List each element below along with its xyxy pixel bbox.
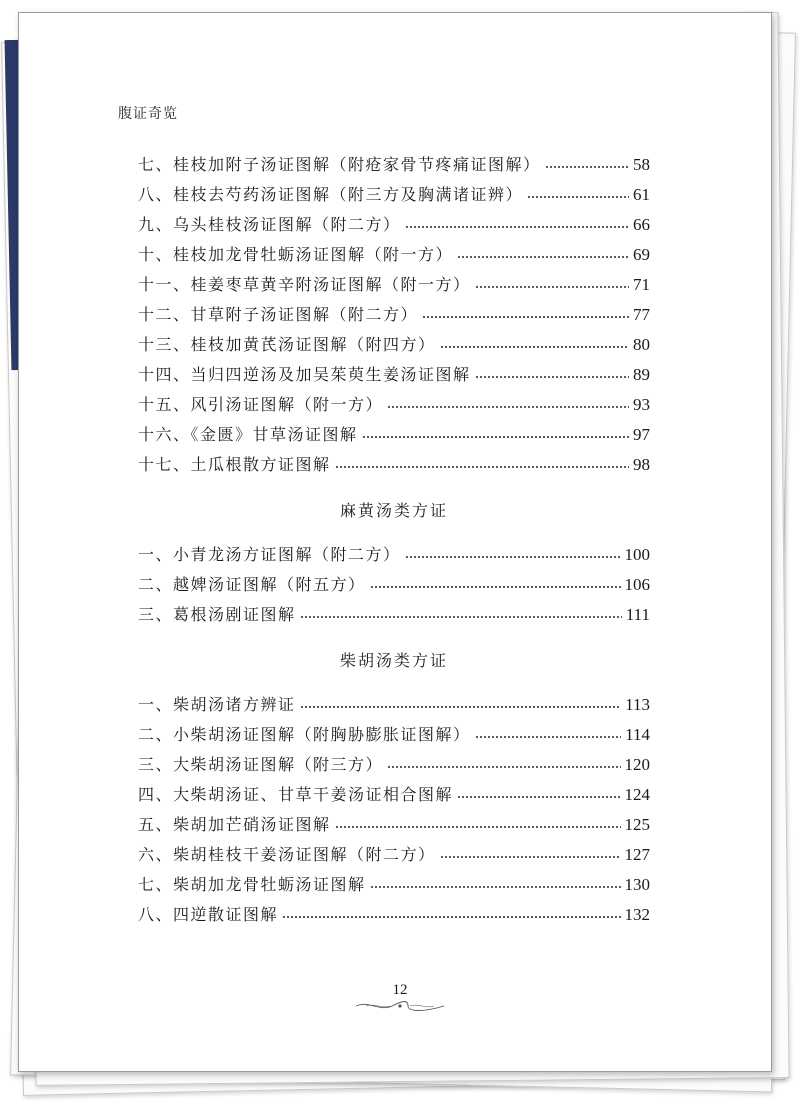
toc-entry-title: 六、柴胡桂枝干姜汤证图解（附二方） <box>138 845 436 864</box>
dot-leader <box>300 706 622 708</box>
toc-entry-title: 九、乌头桂枝汤证图解（附二方） <box>138 215 401 234</box>
dot-leader <box>282 916 620 918</box>
toc-entry-page: 71 <box>633 275 650 294</box>
toc-entry-title: 十五、风引汤证图解（附一方） <box>138 395 384 414</box>
dot-leader <box>457 256 629 258</box>
dot-leader <box>457 796 620 798</box>
dot-leader <box>475 736 622 738</box>
dot-leader <box>475 286 629 288</box>
toc-entry-page: 113 <box>625 695 650 714</box>
toc-entry-title: 一、小青龙汤方证图解（附二方） <box>138 545 401 564</box>
toc-entry-page: 100 <box>624 545 650 564</box>
toc-entry-title: 十二、甘草附子汤证图解（附二方） <box>138 305 419 324</box>
dot-leader <box>422 316 629 318</box>
dot-leader <box>370 886 621 888</box>
toc-entry-page: 130 <box>624 875 650 894</box>
toc-entry-title: 八、桂枝去芍药汤证图解（附三方及胸满诸证辨） <box>138 185 524 204</box>
dot-leader <box>387 406 629 408</box>
toc-entry-title: 十一、桂姜枣草黄辛附汤证图解（附一方） <box>138 275 471 294</box>
toc-entry <box>138 872 650 896</box>
dot-leader <box>387 766 620 768</box>
toc-entry-title: 八、四逆散证图解 <box>138 905 279 924</box>
toc-entry <box>138 182 650 206</box>
toc-entry-page: 69 <box>633 245 650 264</box>
toc-entry-title: 七、桂枝加附子汤证图解（附疮家骨节疼痛证图解） <box>138 155 541 174</box>
toc-entry-title: 十三、桂枝加黄芪汤证图解（附四方） <box>138 335 436 354</box>
toc-entry <box>138 542 650 566</box>
toc-entry-page: 114 <box>625 725 650 744</box>
dot-leader <box>405 556 621 558</box>
toc-entry <box>138 242 650 266</box>
toc-entry-title: 三、大柴胡汤证图解（附三方） <box>138 755 384 774</box>
toc-entry-title: 十、桂枝加龙骨牡蛎汤证图解（附一方） <box>138 245 454 264</box>
toc-entry <box>138 152 650 176</box>
toc-entry-page: 127 <box>624 845 650 864</box>
dot-leader <box>475 376 629 378</box>
toc-entry-title: 十四、当归四逆汤及加吴茱萸生姜汤证图解 <box>138 365 471 384</box>
toc-entry-title: 四、大柴胡汤证、甘草干姜汤证相合图解 <box>138 785 454 804</box>
toc-entry-title: 三、葛根汤剧证图解 <box>138 605 296 624</box>
dot-leader <box>335 826 621 828</box>
toc-entry-page: 93 <box>633 395 650 414</box>
toc-entry-page: 98 <box>633 455 650 474</box>
toc-entry-title: 五、柴胡加芒硝汤证图解 <box>138 815 331 834</box>
toc-entry-page: 120 <box>624 755 650 774</box>
toc-entry-page: 106 <box>624 575 650 594</box>
toc-entry-page: 111 <box>625 605 650 624</box>
toc-entry-title: 七、柴胡加龙骨牡蛎汤证图解 <box>138 875 366 894</box>
dot-leader <box>405 226 629 228</box>
toc-entry-page: 77 <box>633 305 650 324</box>
dot-leader <box>440 856 621 858</box>
dot-leader <box>362 436 629 438</box>
toc-entry <box>138 422 650 446</box>
toc-entry <box>138 782 650 806</box>
toc-entry-page: 132 <box>624 905 650 924</box>
section-heading: 麻黄汤类方证 <box>339 501 448 520</box>
toc-entry-title: 十七、土瓜根散方证图解 <box>138 455 331 474</box>
toc-entry-page: 66 <box>633 215 650 234</box>
toc-entry <box>138 452 650 476</box>
toc-entry-page: 61 <box>633 185 650 204</box>
toc-entry-page: 80 <box>633 335 650 354</box>
dot-leader <box>440 346 629 348</box>
toc-entry-page: 58 <box>633 155 650 174</box>
toc-entry-page: 89 <box>633 365 650 384</box>
toc-entry <box>138 212 650 236</box>
dot-leader <box>527 196 629 198</box>
toc-entry <box>138 602 650 626</box>
toc-entry <box>138 332 650 356</box>
dot-leader <box>370 586 621 588</box>
toc-entry <box>138 902 650 926</box>
dot-leader <box>335 466 629 468</box>
toc-entry <box>138 392 650 416</box>
running-head: 腹证奇览 <box>118 106 178 122</box>
toc-entry <box>138 722 650 746</box>
dot-leader <box>300 616 622 618</box>
toc-entry <box>138 842 650 866</box>
toc-entry-page: 124 <box>624 785 650 804</box>
toc-entry <box>138 572 650 596</box>
toc-entry-title: 二、越婢汤证图解（附五方） <box>138 575 366 594</box>
toc-entry-page: 125 <box>624 815 650 834</box>
toc-entry <box>138 692 650 716</box>
toc-entry-title: 一、柴胡汤诸方辨证 <box>138 695 296 714</box>
toc-entry-title: 二、小柴胡汤证图解（附胸胁膨胀证图解） <box>138 725 471 744</box>
section-heading: 柴胡汤类方证 <box>339 651 448 670</box>
ornament-flourish-icon <box>352 1000 448 1012</box>
toc-entry <box>138 362 650 386</box>
toc-entry <box>138 272 650 296</box>
dot-leader <box>545 166 629 168</box>
toc-entry <box>138 812 650 836</box>
toc-entry <box>138 752 650 776</box>
toc-entry <box>138 302 650 326</box>
page-number: 12 <box>392 982 408 998</box>
toc-entry-page: 97 <box>633 425 650 444</box>
toc-entry-title: 十六、《金匮》甘草汤证图解 <box>138 425 358 444</box>
